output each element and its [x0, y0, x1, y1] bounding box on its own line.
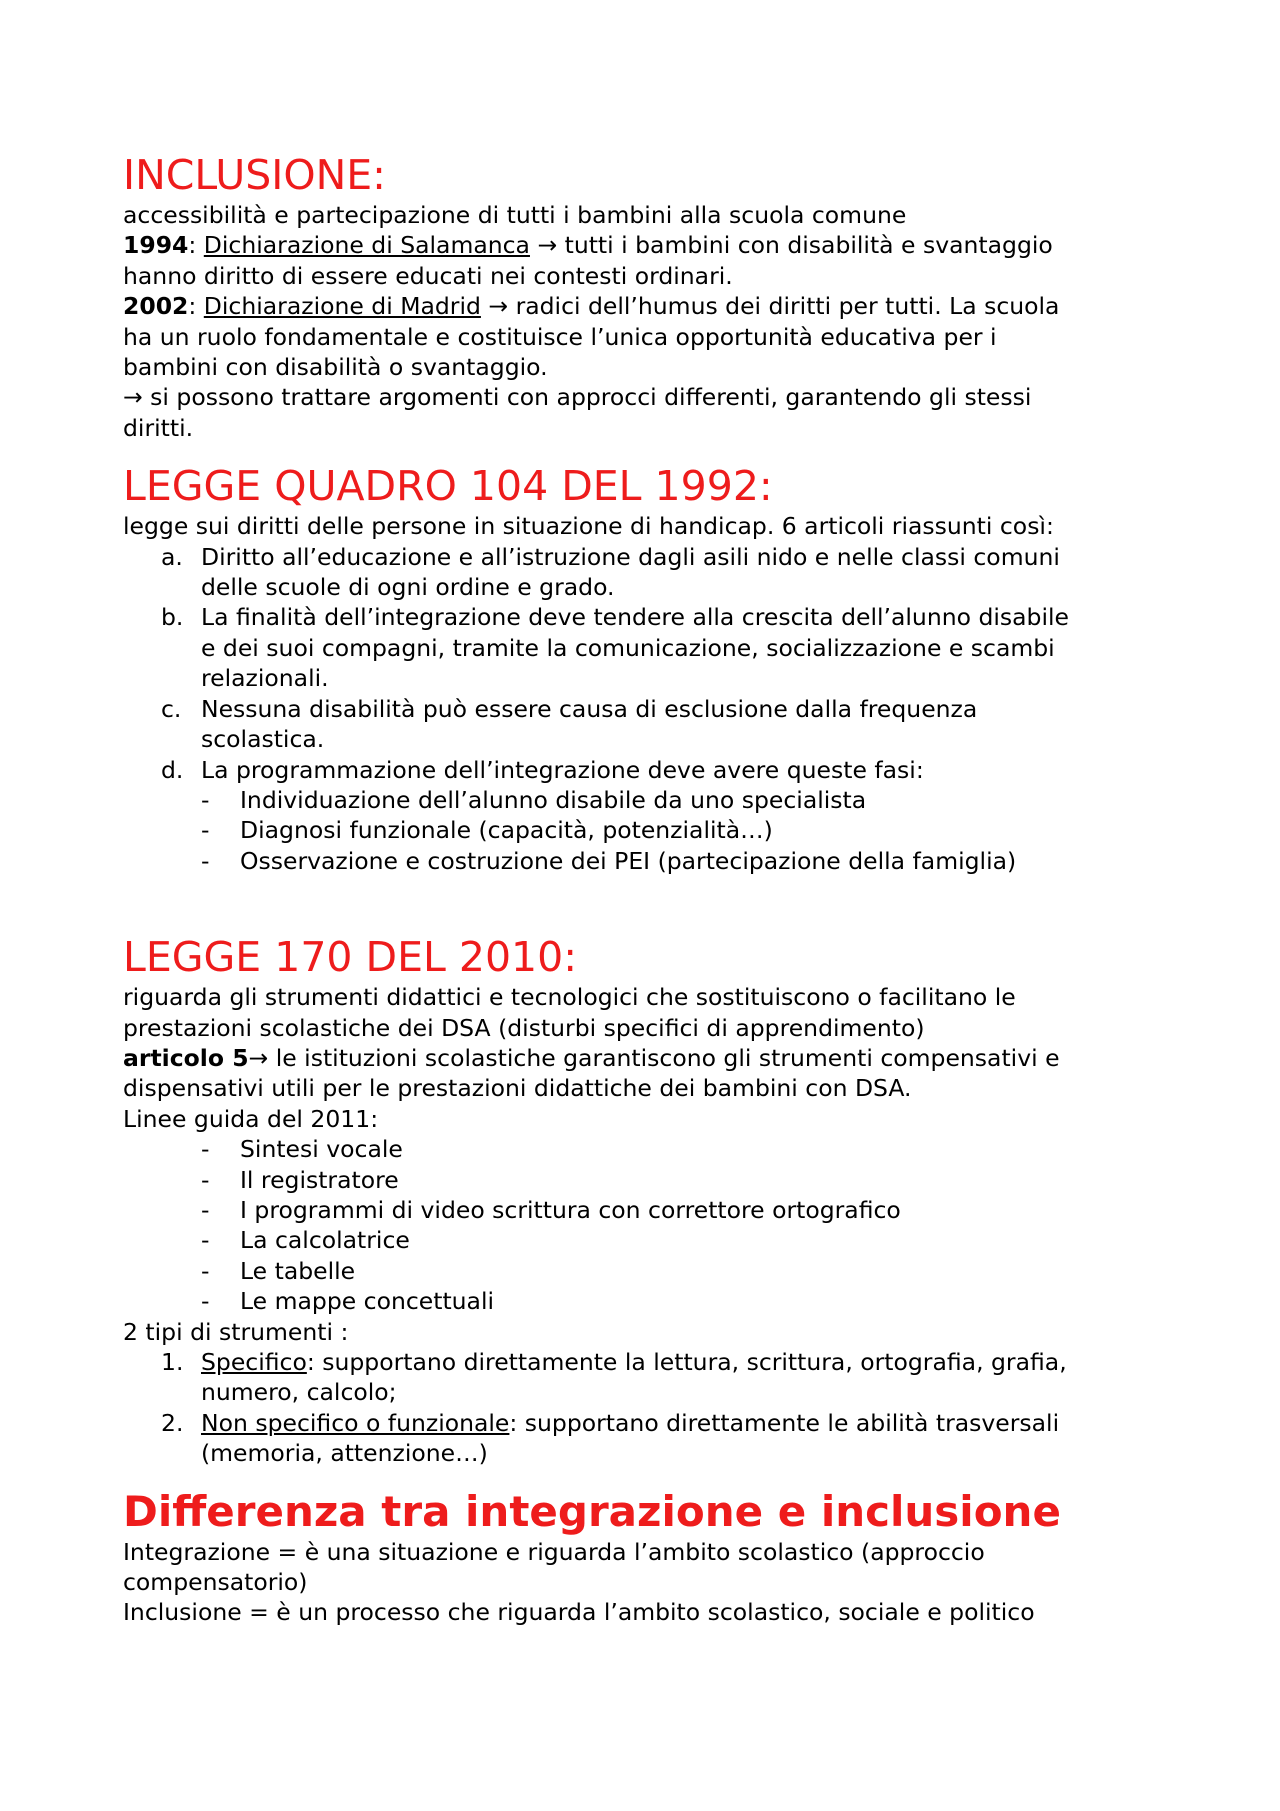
list-item-cont: e dei suoi compagni, tramite la comunicazione, socializzazione e scambi	[201, 633, 1055, 662]
madrid-text-cont: bambini con disabilità o svantaggio.	[123, 353, 548, 382]
list-item-cont: numero, calcolo;	[201, 1378, 397, 1407]
list-item	[123, 694, 1173, 724]
salamanca-line	[123, 230, 1173, 260]
list-item-text: Individuazione dell’alunno disabile da uno specialista	[240, 785, 867, 814]
heading-legge-170: LEGGE 170 DEL 2010:	[123, 933, 578, 982]
list-item	[123, 1256, 1173, 1286]
legge-104-intro: legge sui diritti delle persone in situazione di handicap. 6 articoli riassunti così:	[123, 512, 1054, 541]
integrazione-def-cont: compensatorio)	[123, 1568, 308, 1597]
type-label: Specifico	[201, 1348, 307, 1376]
list-item	[123, 602, 1173, 632]
articolo-5-text-cont: dispensativi utili per le prestazioni didattiche dei bambini con DSA.	[123, 1074, 912, 1103]
dash-marker: -	[201, 1226, 210, 1255]
document-page	[123, 150, 1173, 1628]
list-item-text: I programmi di video scrittura con correttore ortografico	[240, 1195, 901, 1224]
articles-list	[123, 542, 1173, 785]
dash-marker: -	[201, 1287, 210, 1316]
inclusione-intro: accessibilità e partecipazione di tutti i bambini alla scuola comune	[123, 201, 907, 229]
separator: :	[188, 292, 204, 321]
list-marker: 1.	[161, 1348, 184, 1376]
arrow-icon: →	[248, 1043, 276, 1072]
list-item-text: Diagnosi funzionale (capacità, potenzialità…)	[240, 816, 773, 845]
types-list	[123, 1347, 1173, 1469]
list-item	[123, 815, 1173, 845]
madrid-text: radici dell’humus dei diritti per tutti. La scuola	[515, 292, 1060, 321]
arrow-icon: →	[529, 231, 565, 260]
list-item	[123, 542, 1173, 572]
madrid-link: Dichiarazione di Madrid	[203, 292, 481, 321]
dash-marker: -	[201, 1135, 210, 1164]
heading-inclusione: INCLUSIONE:	[123, 151, 386, 199]
madrid-line	[123, 291, 1173, 321]
dash-marker: -	[201, 1256, 210, 1285]
dash-marker: -	[201, 846, 210, 875]
heading-legge-104: LEGGE QUADRO 104 DEL 1992:	[123, 462, 773, 511]
list-marker: 2.	[161, 1408, 184, 1437]
legge-170-intro-cont: prestazioni scolastiche dei DSA (disturbi specifici di apprendimento)	[123, 1013, 925, 1042]
list-marker: c.	[161, 694, 182, 723]
list-item-text: Osservazione e costruzione dei PEI (partecipazione della famiglia)	[240, 846, 1017, 875]
tools-list	[123, 1134, 1173, 1316]
dash-marker: -	[201, 1165, 210, 1194]
salamanca-link: Dichiarazione di Salamanca	[203, 231, 530, 260]
types-title: 2 tipi di strumenti :	[123, 1317, 349, 1346]
list-item-text: La calcolatrice	[240, 1226, 410, 1255]
heading-differenza: Differenza tra integrazione e inclusione	[123, 1486, 1061, 1536]
list-item-text: La programmazione dell’integrazione deve avere queste fasi:	[201, 755, 924, 784]
type-text: : supportano direttamente la lettura, scrittura, ortografia, grafia,	[306, 1348, 1067, 1376]
madrid-text-cont: ha un ruolo fondamentale e costituisce l’unica opportunità educativa per i	[123, 322, 997, 351]
articolo-5-text: le istituzioni scolastiche garantiscono gli strumenti compensativi e	[275, 1043, 1060, 1072]
list-item-text: Le mappe concettuali	[240, 1287, 495, 1316]
list-marker: a.	[161, 542, 183, 571]
list-item-cont: (memoria, attenzione…)	[201, 1439, 488, 1468]
list-marker: b.	[161, 603, 184, 632]
list-item	[123, 1134, 1173, 1164]
list-marker: d.	[161, 755, 184, 784]
integrazione-def: Integrazione = è una situazione e riguarda l’ambito scolastico (approccio	[123, 1537, 985, 1566]
legge-170-intro: riguarda gli strumenti didattici e tecnologici che sostituiscono o facilitano le	[123, 983, 1016, 1012]
dash-marker: -	[201, 785, 210, 814]
articolo-5-line	[123, 1043, 1173, 1073]
list-item	[123, 1408, 1173, 1438]
list-item-cont: relazionali.	[201, 664, 329, 693]
list-item	[123, 846, 1173, 876]
dash-marker: -	[201, 1195, 210, 1224]
list-item	[123, 1165, 1173, 1195]
year-2002: 2002	[123, 292, 189, 321]
type-label: Non specifico o funzionale	[201, 1408, 510, 1437]
list-item	[123, 785, 1173, 815]
list-item	[123, 1225, 1173, 1255]
linee-guida-title: Linee guida del 2011:	[123, 1104, 379, 1133]
phases-list	[123, 785, 1173, 876]
list-item-text: Il registratore	[240, 1165, 399, 1194]
dash-marker: -	[201, 816, 210, 845]
list-item-text: Diritto all’educazione e all’istruzione dagli asili nido e nelle classi comuni	[201, 542, 1060, 571]
list-item-text: Sintesi vocale	[240, 1135, 403, 1164]
inclusione-note: → si possono trattare argomenti con approcci differenti, garantendo gli stessi	[123, 383, 1032, 412]
list-item	[123, 1347, 1173, 1377]
list-item-cont: scolastica.	[201, 725, 325, 754]
list-item	[123, 1286, 1173, 1316]
list-item-text: La finalità dell’integrazione deve tendere alla crescita dell’alunno disabile	[201, 603, 1069, 632]
year-1994: 1994	[123, 231, 189, 260]
list-item	[123, 1195, 1173, 1225]
list-item-text: Nessuna disabilità può essere causa di esclusione dalla frequenza	[201, 694, 978, 723]
arrow-icon: →	[480, 292, 516, 321]
list-item	[123, 755, 1173, 785]
salamanca-text: tutti i bambini con disabilità e svantaggio	[564, 231, 1053, 260]
articolo-5-label: articolo 5	[123, 1043, 249, 1072]
salamanca-text-cont: hanno diritto di essere educati nei contesti ordinari.	[123, 261, 733, 290]
separator: :	[188, 231, 204, 260]
inclusione-note-cont: diritti.	[123, 413, 194, 442]
inclusione-def: Inclusione = è un processo che riguarda l’ambito scolastico, sociale e politico	[123, 1598, 1035, 1627]
type-text: : supportano direttamente le abilità trasversali	[509, 1408, 1060, 1437]
list-item-cont: delle scuole di ogni ordine e grado.	[201, 573, 615, 602]
list-item-text: Le tabelle	[240, 1256, 356, 1285]
